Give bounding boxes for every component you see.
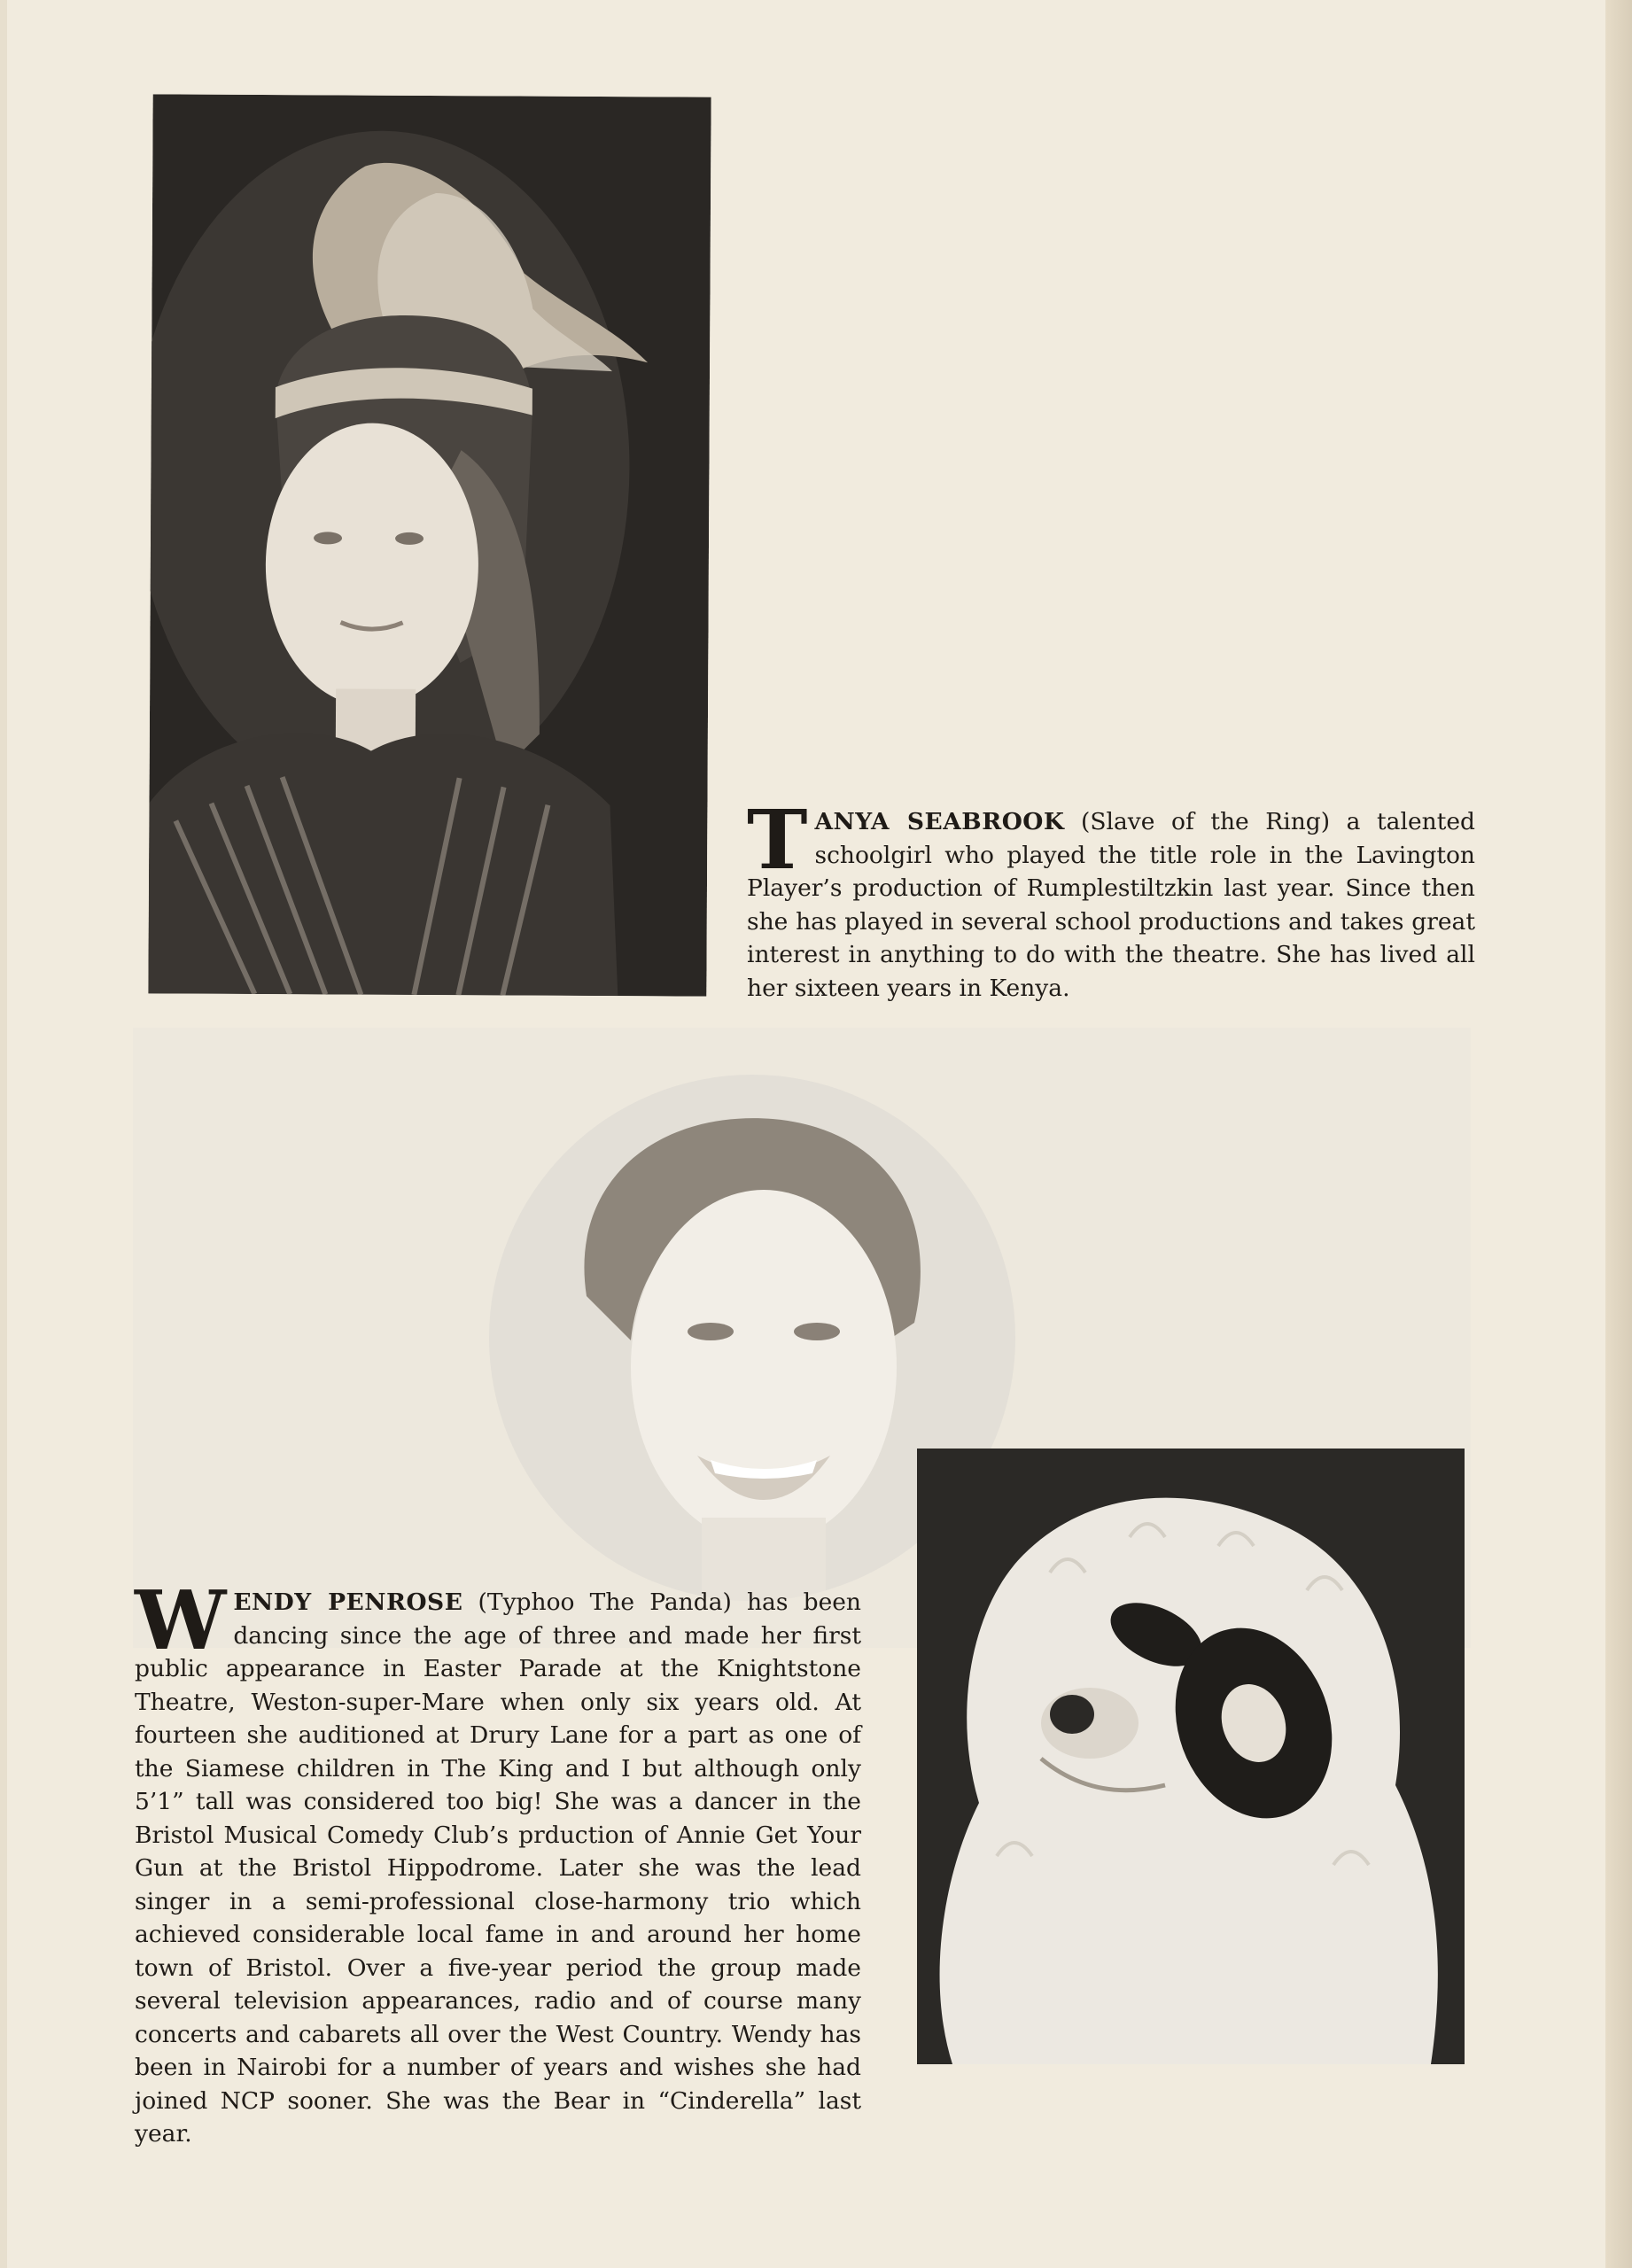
tanya-dropcap: T: [747, 792, 808, 888]
tanya-seabrook-photo: [148, 94, 711, 996]
tanya-name: ANYA SEABROOK: [814, 808, 1065, 835]
tanya-photo-illustration: [148, 94, 711, 996]
page-edge: [0, 0, 7, 2268]
panda-costume-photo: [917, 1449, 1465, 2064]
wendy-penrose-bio: [135, 1573, 862, 2151]
tanya-seabrook-bio: [747, 792, 1475, 1005]
wendy-dropcap: W: [135, 1573, 227, 1668]
page-spine-shadow: [1605, 0, 1632, 2268]
wendy-name: ENDY PENROSE: [233, 1588, 463, 1616]
tanya-bio-text: (Slave of the Ring) a talented schoolgirl who played the title role in the Lavington Player’s production of Rumplestiltzkin last year. Since then she has played in several school productions and takes great interest in anything to do with the theatre. She has lived all her sixteen years in Kenya.: [747, 808, 1475, 1002]
panda-photo-illustration: [917, 1449, 1465, 2064]
wendy-bio-text: (Typhoo The Panda) has been dancing since the age of three and made her first public appearance in Easter Parade at the Knightstone Theatre, Weston-super-Mare when only six years old. At fourteen she auditioned at Drury Lane for a part as one of the Siamese children in The King and I but although only 5’1” tall was considered too big! She was a dancer in the Bristol Musical Comedy Club’s prduction of Annie Get Your Gun at the Bristol Hippodrome. Later she was the lead singer in a semi-professional close-harmony trio which achieved considerable local fame in and around her home town of Bristol. Over a five-year period the group made several television appearances, radio and of course many concerts and cabarets all over the West Country. Wendy has been in Nairobi for a number of years and wishes she had joined NCP sooner. She was the Bear in “Cinderella” last year.: [135, 1588, 862, 2148]
